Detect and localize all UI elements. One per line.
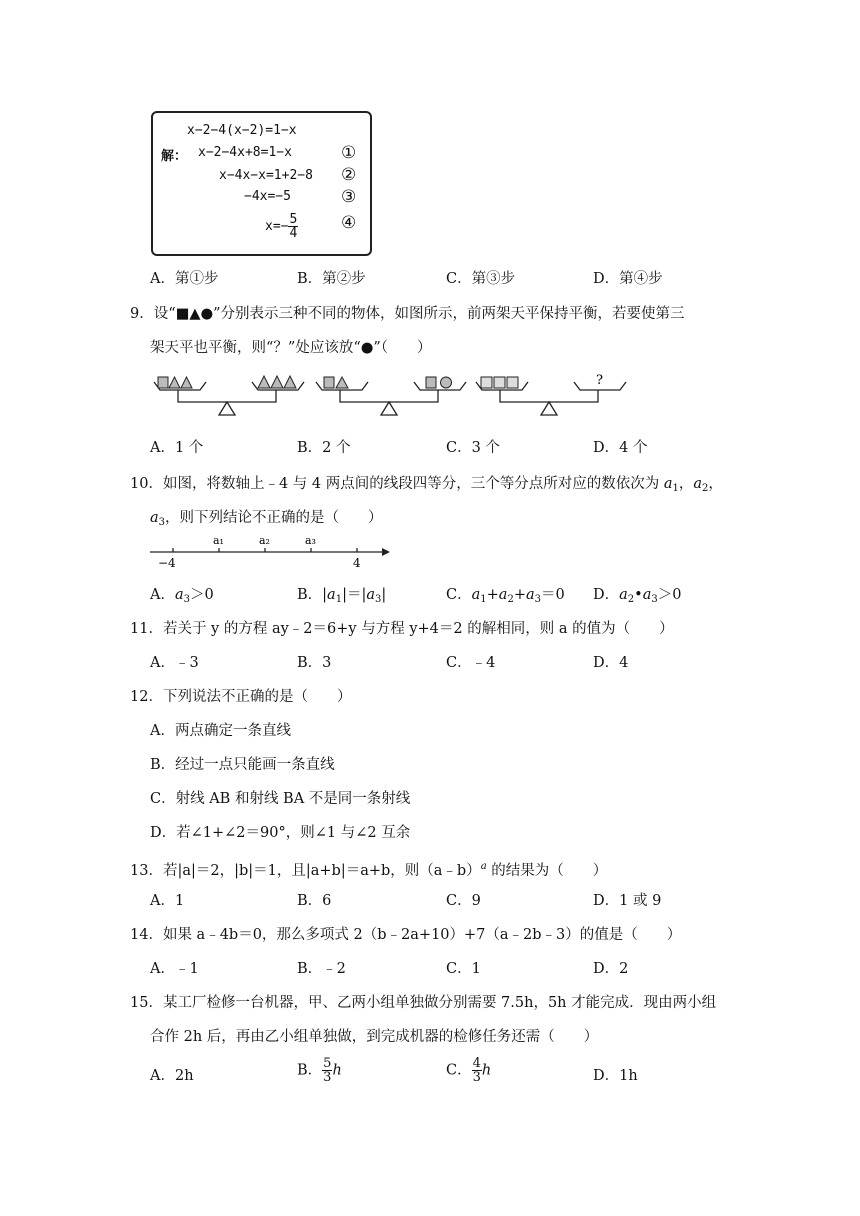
q10-option-a[interactable]: A．$a_3>0$ xyxy=(150,587,214,605)
q15-option-b-fraction xyxy=(322,1057,332,1084)
step-4-fraction xyxy=(288,213,298,240)
q14-option-c[interactable]: C．1 xyxy=(446,961,481,977)
q10-text-line2: $a_3$，则下列结论不正确的是（ ） xyxy=(150,510,383,528)
q10-text-lead: 10．如图，将数轴上﹣4 与 4 两点间的线段四等分，三个等分点所对应的数依次为 xyxy=(130,476,664,492)
q11-option-c[interactable]: C．﹣4 xyxy=(446,655,496,671)
q13-option-a[interactable]: A．1 xyxy=(150,893,185,909)
q11-option-a[interactable]: A．﹣3 xyxy=(150,655,199,671)
q15-option-c-label: C． xyxy=(446,1062,472,1079)
scale1-right-triangle-3 xyxy=(284,376,296,388)
q13-option-d[interactable]: D．1 或 9 xyxy=(593,893,662,909)
q10-text-tail: ，则下列结论不正确的是（ ） xyxy=(165,510,383,526)
q10-option-d[interactable]: D．$a_2•a_3>0$ xyxy=(593,587,682,605)
q11-text: 11．若关于 y 的方程 ay﹣2＝6+y 与方程 y+4＝2 的解相同，则 a 的值为（ ） xyxy=(130,621,674,637)
scale2-square xyxy=(324,377,334,388)
scale3-square-2 xyxy=(494,377,505,388)
scale1-right-triangle-2 xyxy=(271,376,283,388)
number-line xyxy=(150,532,395,572)
q15-option-c-numerator: 4 xyxy=(472,1056,481,1071)
q15-text-line2: 合作 2h 后，再由乙小组单独做，到完成机器的检修任务还需（ ） xyxy=(150,1029,599,1045)
q8-option-b[interactable]: B．第②步 xyxy=(297,271,366,287)
q9-option-c[interactable]: C．3 个 xyxy=(446,440,500,456)
q10-option-c[interactable]: C．$a_1+a_2+a_3=0$ xyxy=(446,587,565,605)
q13-option-c[interactable]: C．9 xyxy=(446,893,481,909)
q12-option-a[interactable]: A．两点确定一条直线 xyxy=(150,723,291,739)
marker-1: ① xyxy=(341,143,357,163)
scale1-square xyxy=(158,377,168,388)
q9-option-a[interactable]: A．1 个 xyxy=(150,440,204,456)
q13-text: 13．若|a|＝2，|b|＝1，且|a+b|＝a+b，则（a﹣b）$^a$ 的结果为（ ） xyxy=(130,861,608,879)
q15-option-c-fraction xyxy=(472,1057,482,1084)
step-2: x−4x−x=1+2−8 xyxy=(219,168,313,183)
question-mark: ? xyxy=(596,373,603,388)
q8-option-d[interactable]: D．第④步 xyxy=(593,271,663,287)
scale1-fulcrum xyxy=(219,402,235,415)
arrow-head xyxy=(382,548,390,556)
q10-option-b[interactable]: B．$|a_1|=|a_3|$ xyxy=(297,587,387,605)
label-neg4: −4 xyxy=(158,556,176,570)
q15-option-b-numerator: 5 xyxy=(323,1056,332,1071)
q15-text-line1: 15．某工厂检修一台机器，甲、乙两小组单独做分别需要 7.5h，5h 才能完成．现由两小组 xyxy=(130,995,717,1011)
q12-option-c[interactable]: C．射线 AB 和射线 BA 不是同一条射线 xyxy=(150,791,411,807)
q15-option-b-label: B． xyxy=(297,1062,323,1079)
q11-option-b[interactable]: B．3 xyxy=(297,655,332,671)
q14-option-b[interactable]: B．﹣2 xyxy=(297,961,346,977)
solution-label: 解： xyxy=(161,149,188,164)
marker-3: ③ xyxy=(341,187,357,207)
q10-option-c-tail: ＝0 xyxy=(541,587,565,603)
q13-option-b[interactable]: B．6 xyxy=(297,893,332,909)
q15-option-d[interactable]: D．1h xyxy=(593,1068,638,1084)
q15-option-a[interactable]: A．2h xyxy=(150,1068,194,1084)
step-1: x−2−4x+8=1−x xyxy=(198,145,292,160)
q8-option-c[interactable]: C．第③步 xyxy=(446,271,516,287)
balance-scales-figure xyxy=(150,368,645,424)
q15-option-c[interactable]: C． $\frac{4}{3}$ h xyxy=(446,1056,492,1085)
q10-option-d-tail: ＞0 xyxy=(657,587,682,603)
step-3: −4x=−5 xyxy=(244,189,291,204)
q15-option-b[interactable]: B． $\frac{5}{3}$ h xyxy=(297,1056,342,1085)
q15-option-b-denominator: 3 xyxy=(323,1070,332,1085)
step-4 xyxy=(265,213,298,240)
q14-option-d[interactable]: D．2 xyxy=(593,961,629,977)
q12-text: 12．下列说法不正确的是（ ） xyxy=(130,689,352,705)
scale1-beam xyxy=(178,390,276,402)
q13-text-tail: 的结果为（ ） xyxy=(491,863,608,879)
q13-text-lead: 13．若|a|＝2，|b|＝1，且|a+b|＝a+b，则（a﹣b） xyxy=(130,863,481,879)
q9-text-line2: 架天平也平衡，则“？”处应该放“●”（ ） xyxy=(150,340,432,356)
scale3-square-3 xyxy=(507,377,518,388)
marker-2: ② xyxy=(341,165,357,185)
label-a3: a₃ xyxy=(305,534,316,547)
scale3-square-1 xyxy=(481,377,492,388)
q14-option-a[interactable]: A．﹣1 xyxy=(150,961,199,977)
step-4-denominator: 4 xyxy=(289,226,298,241)
marker-4: ④ xyxy=(341,213,357,233)
step-4-numerator: 5 xyxy=(289,212,298,227)
scale2-triangle xyxy=(336,377,348,388)
scale2-right-square xyxy=(426,377,436,388)
q15-option-c-denominator: 3 xyxy=(472,1070,481,1085)
q9-option-d[interactable]: D．4 个 xyxy=(593,440,648,456)
original-equation: x−2−4(x−2)=1−x xyxy=(187,123,297,138)
q10-option-a-tail: ＞0 xyxy=(190,587,214,603)
scale2-circle xyxy=(441,377,452,388)
q8-option-a[interactable]: A．第①步 xyxy=(150,271,219,287)
scale1-right-triangle-1 xyxy=(258,376,270,388)
q12-option-b[interactable]: B．经过一点只能画一条直线 xyxy=(150,757,335,773)
q10-text-line1: 10．如图，将数轴上﹣4 与 4 两点间的线段四等分，三个等分点所对应的数依次为 $a_1$，$a_2$， xyxy=(130,476,723,494)
step-4-prefix: x=− xyxy=(265,219,289,234)
label-4: 4 xyxy=(353,556,361,570)
scale1-triangle-2 xyxy=(181,377,192,388)
q12-option-d[interactable]: D．若∠1+∠2＝90°，则∠1 与∠2 互余 xyxy=(150,825,411,841)
q14-text: 14．如果 a﹣4b＝0，那么多项式 2（b﹣2a+10）+7（a﹣2b﹣3）的值是（ ） xyxy=(130,927,682,943)
q9-option-b[interactable]: B．2 个 xyxy=(297,440,351,456)
label-a2: a₂ xyxy=(259,534,270,547)
q11-option-d[interactable]: D．4 xyxy=(593,655,629,671)
q9-text-line1: 9．设“■▲●”分别表示三种不同的物体，如图所示，前两架天平保持平衡，若要使第三 xyxy=(130,306,685,322)
label-a1: a₁ xyxy=(213,534,224,547)
scale1-triangle-1 xyxy=(169,377,180,388)
solution-box xyxy=(151,111,372,256)
